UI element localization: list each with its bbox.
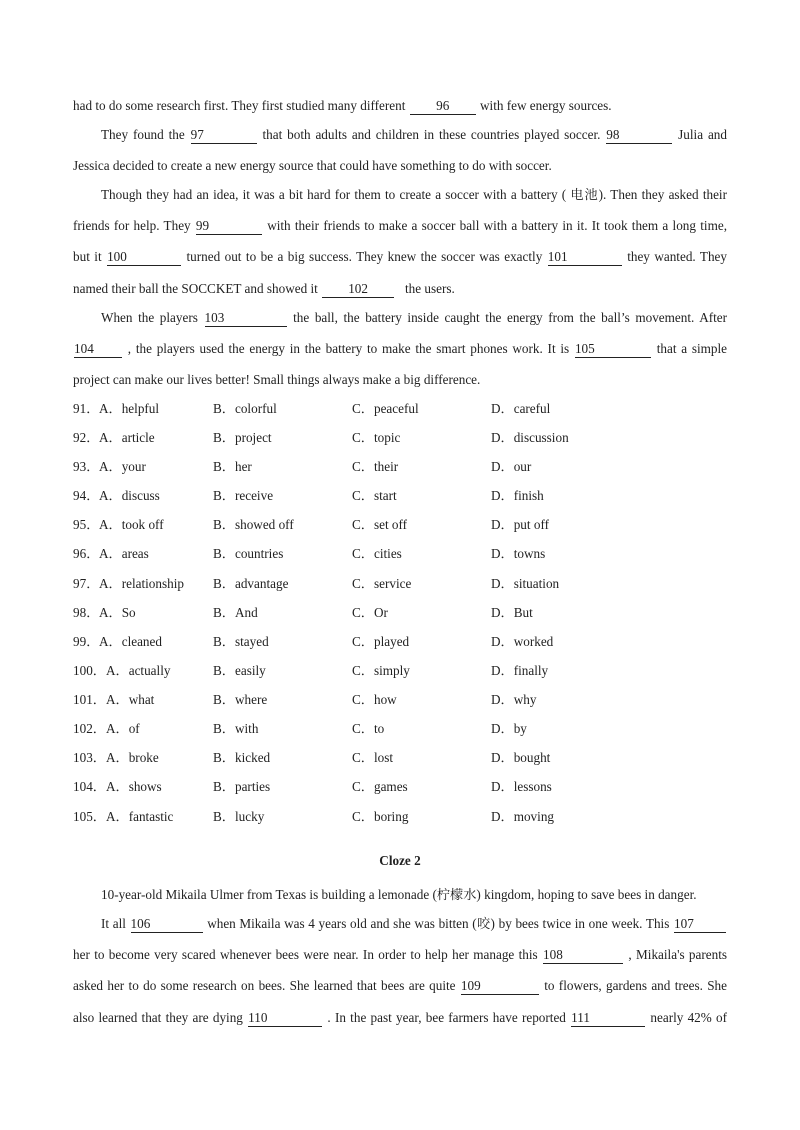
answer-blank[interactable]: 98	[606, 127, 672, 144]
question-91	[73, 399, 727, 419]
question-number: 104．	[73, 779, 106, 794]
option-a[interactable]: A．areas	[99, 546, 149, 561]
option-d[interactable]: D．moving	[491, 809, 555, 824]
answer-blank[interactable]: 108	[543, 947, 623, 964]
answer-blank[interactable]: 105	[575, 341, 651, 358]
question-93	[73, 457, 727, 477]
question-98	[73, 603, 727, 623]
question-96	[73, 544, 727, 564]
question-number: 91．	[73, 401, 100, 416]
question-99	[73, 632, 727, 652]
answer-blank[interactable]: 100	[107, 249, 181, 266]
question-number: 105．	[73, 809, 106, 824]
question-97	[73, 574, 727, 594]
option-b[interactable]: B．countries	[213, 546, 284, 561]
answer-blank[interactable]: 97	[191, 127, 257, 144]
option-a[interactable]: A．So	[99, 605, 136, 620]
answer-blank[interactable]: 111	[571, 1010, 645, 1027]
option-d[interactable]: D．situation	[491, 576, 560, 591]
question-104	[73, 777, 727, 797]
option-a[interactable]: A．article	[99, 430, 155, 445]
option-d[interactable]: D．finish	[491, 488, 544, 503]
option-b[interactable]: B．easily	[213, 663, 266, 678]
answer-blank[interactable]: 99	[196, 218, 262, 235]
option-b[interactable]: B．with	[213, 721, 259, 736]
option-a[interactable]: A．helpful	[99, 401, 160, 416]
option-d[interactable]: D．careful	[491, 401, 551, 416]
question-number: 94．	[73, 488, 100, 503]
option-c[interactable]: C．their	[352, 459, 399, 474]
option-a[interactable]: A．of	[106, 721, 140, 736]
option-b[interactable]: B．And	[213, 605, 258, 620]
question-100	[73, 661, 727, 681]
option-c[interactable]: C．games	[352, 779, 408, 794]
option-c[interactable]: C．played	[352, 634, 410, 649]
option-c[interactable]: C．simply	[352, 663, 410, 678]
passage-line: It all 106 when Mikaila was 4 years old and she was bitten (咬) by bees twice in one week. This 107	[101, 914, 727, 934]
option-b[interactable]: B．project	[213, 430, 272, 445]
passage-line: Jessica decided to create a new energy source that could have something to do with soccer.	[73, 158, 552, 173]
question-number: 97．	[73, 576, 100, 591]
question-number: 98．	[73, 605, 100, 620]
option-a[interactable]: A．what	[106, 692, 155, 707]
option-b[interactable]: B．parties	[213, 779, 271, 794]
option-c[interactable]: C．topic	[352, 430, 401, 445]
option-c[interactable]: C．peaceful	[352, 401, 419, 416]
option-b[interactable]: B．receive	[213, 488, 274, 503]
option-d[interactable]: D．lessons	[491, 779, 552, 794]
question-105	[73, 807, 727, 827]
answer-blank[interactable]: 103	[205, 310, 287, 327]
passage-line: named their ball the SOCCKET and showed it 102 the users.	[73, 281, 455, 296]
option-d[interactable]: D．bought	[491, 750, 551, 765]
question-number: 100．	[73, 663, 106, 678]
passage-line: They found the 97 that both adults and children in these countries played soccer. 98 Julia and	[101, 127, 727, 142]
passage-line: When the players 103 the ball, the battery inside caught the energy from the ball’s movement. After	[101, 310, 728, 325]
option-d[interactable]: D．put off	[491, 517, 549, 532]
question-number: 101．	[73, 692, 106, 707]
option-b[interactable]: B．colorful	[213, 401, 277, 416]
passage-line: her to become very scared whenever bees were near. In order to help her manage this 108 , Mikaila's parents	[73, 947, 728, 962]
passage-line: 104 , the players used the energy in the battery to make the smart phones work. It is 105 that a simple	[74, 341, 728, 356]
option-c[interactable]: C．lost	[352, 750, 394, 765]
option-d[interactable]: D．finally	[491, 663, 549, 678]
answer-blank[interactable]: 101	[548, 249, 622, 266]
option-a[interactable]: A．your	[99, 459, 146, 474]
option-b[interactable]: B．where	[213, 692, 268, 707]
option-a[interactable]: A．cleaned	[99, 634, 162, 649]
option-a[interactable]: A．took off	[99, 517, 164, 532]
question-95	[73, 515, 727, 535]
answer-blank[interactable]: 96	[410, 98, 476, 115]
option-b[interactable]: B．lucky	[213, 809, 265, 824]
question-94	[73, 486, 727, 506]
answer-blank[interactable]: 106	[131, 916, 203, 933]
option-d[interactable]: D．by	[491, 721, 527, 736]
option-d[interactable]: D．But	[491, 605, 533, 620]
option-b[interactable]: B．showed off	[213, 517, 294, 532]
option-c[interactable]: C．how	[352, 692, 397, 707]
option-a[interactable]: A．relationship	[99, 576, 184, 591]
passage-line: Though they had an idea, it was a bit hard for them to create a soccer with a battery ( 电池). Then they asked their	[101, 187, 727, 202]
option-d[interactable]: D．discussion	[491, 430, 569, 445]
option-d[interactable]: D．towns	[491, 546, 546, 561]
question-number: 96．	[73, 546, 100, 561]
passage-line: project can make our lives better! Small things always make a big difference.	[73, 372, 481, 387]
passage-line: friends for help. They 99 with their friends to make a soccer ball with a battery in it. It took them a long time,	[73, 218, 727, 233]
answer-blank[interactable]: 110	[248, 1010, 322, 1027]
option-b[interactable]: B．her	[213, 459, 252, 474]
option-a[interactable]: A．discuss	[99, 488, 160, 503]
option-c[interactable]: C．to	[352, 721, 385, 736]
option-b[interactable]: B．stayed	[213, 634, 269, 649]
question-102	[73, 719, 727, 739]
option-c[interactable]: C．cities	[352, 546, 402, 561]
option-c[interactable]: C．service	[352, 576, 412, 591]
option-c[interactable]: C．set off	[352, 517, 408, 532]
question-number: 99．	[73, 634, 100, 649]
passage-line: but it 100 turned out to be a big success. They knew the soccer was exactly 101 they wanted. They	[73, 249, 727, 264]
passage-line: also learned that they are dying 110 . In the past year, bee farmers have reported 111 nearly 42% of	[73, 1010, 727, 1025]
option-a[interactable]: A．fantastic	[106, 809, 174, 824]
option-a[interactable]: A．broke	[106, 750, 159, 765]
option-d[interactable]: D．our	[491, 459, 532, 474]
question-number: 93．	[73, 459, 100, 474]
question-number: 95．	[73, 517, 100, 532]
option-d[interactable]: D．why	[491, 692, 537, 707]
option-c[interactable]: C．start	[352, 488, 397, 503]
passage-line: had to do some research first. They first studied many different 96 with few energy sources.	[73, 98, 612, 113]
question-number: 102．	[73, 721, 106, 736]
answer-blank[interactable]: 102	[322, 281, 394, 298]
question-101	[73, 690, 727, 710]
passage-line: 10-year-old Mikaila Ulmer from Texas is building a lemonade (柠檬水) kingdom, hoping to save bees in danger.	[101, 887, 697, 902]
section-heading: Cloze 2	[379, 853, 421, 868]
option-b[interactable]: B．advantage	[213, 576, 289, 591]
answer-blank[interactable]: 107	[674, 916, 726, 933]
passage-line: asked her to do some research on bees. She learned that bees are quite 109 to flowers, gardens and trees. She	[73, 978, 727, 993]
question-number: 92．	[73, 430, 100, 445]
option-b[interactable]: B．kicked	[213, 750, 271, 765]
option-a[interactable]: A．actually	[106, 663, 171, 678]
option-c[interactable]: C．boring	[352, 809, 409, 824]
question-92	[73, 428, 727, 448]
question-103	[73, 748, 727, 768]
answer-blank[interactable]: 104	[74, 341, 122, 358]
question-number: 103．	[73, 750, 106, 765]
option-d[interactable]: D．worked	[491, 634, 554, 649]
answer-blank[interactable]: 109	[461, 978, 539, 995]
option-a[interactable]: A．shows	[106, 779, 162, 794]
option-c[interactable]: C．Or	[352, 605, 388, 620]
